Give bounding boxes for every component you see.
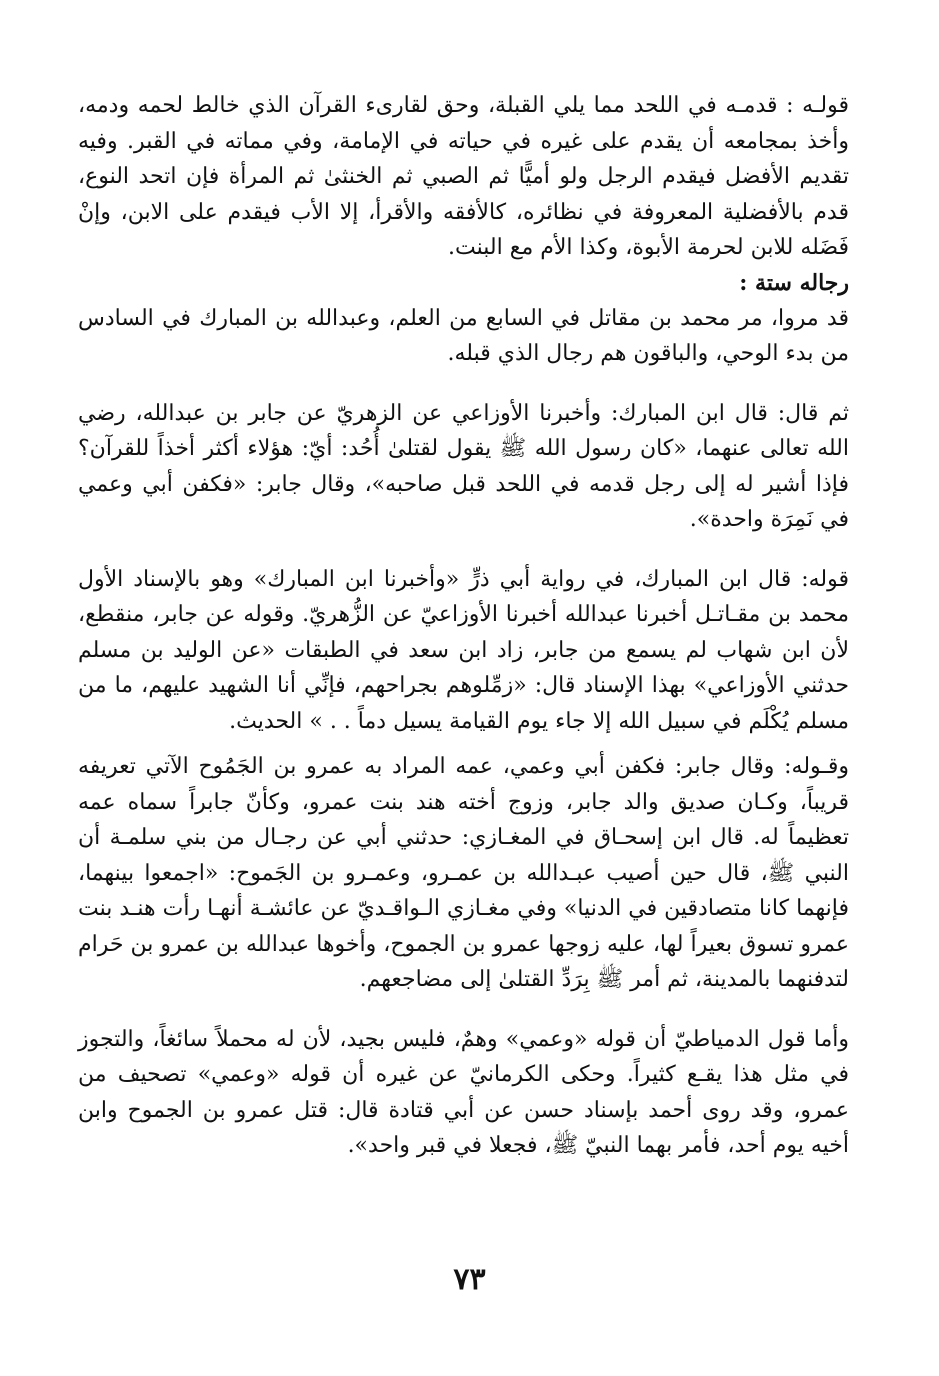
- paragraph-commentary-1: قولـه : قدمـه في اللحد مما يلي القبلة، وحق لقارىء القرآن الذي خالط لحمه ودمه، وأخذ بمجامعه أن يقدم على غيره في حياته في الإمامة، وفي مماته في القبر. وفيه تقديم الأفضل فيقدم الرجل ولو أميًّا ثم الصبي ثم الخنثىٰ ثم المرأة فإن اتحد النوع، قدم بالأفضلية المعروفة في نظائره، كالأفقه والأقرأ، إلا الأب فيقدم على الابن، وإنْ فَضَله للابن لحرمة الأبوة، وكذا الأم مع البنت.: [78, 93, 849, 260]
- paragraph-commentary-4: وأما قول الدمياطيّ أن قوله «وعمي» وهمٌ، فليس بجيد، لأن له محملاً سائغاً، والتجوز في مثل هذا يقـع كثيراً. وحكى الكرمانيّ عن غيره أن قوله «وعمي» تصحيف من عمرو، وقد روى أحمد بإسناد حسن عن أبي قتادة قال: قتل عمرو بن الجموح وابن أخيه يوم أحد، فأمر بهما النبيّ ﷺ، فجعلا في قبر واحد».: [78, 1026, 849, 1158]
- paragraph-commentary-2: قوله: قال ابن المبارك، في رواية أبي ذرٍّ «وأخبرنا ابن المبارك» وهو بالإسناد الأول محمد بن مقـاتـل أخبرنا عبدالله أخبرنا الأوزاعيّ عن الزُّهريّ. وقوله عن جابر، منقطع، لأن ابن شهاب لم يسمع من جابر، زاد ابن سعد في الطبقات «عن الوليد بن مسلم حدثني الأوزاعي» بهذا الإسناد قال: «زمِّلوهم بجراحهم، فإنِّي أنا الشهيد عليهم، ما من مسلم يُكْلَم في سبيل الله إلا جاء يوم القيامة يسيل دماً . . » الحديث.: [78, 566, 849, 734]
- paragraph-hadith-text: ثم قال: قال ابن المبارك: وأخبرنا الأوزاعي عن الزهريّ عن جابر بن عبدالله، رضي الله تعالى عنهما، «كان رسول الله ﷺ يقول لقتلىٰ أُحُد: أيّ: هؤلاء أكثر أخذاً للقرآن؟ فإذا أشير له إلى رجل قدمه في اللحد قبل صاحبه»، وقال جابر: «فكفن أبي وعمي في نَمِرَة واحدة».: [78, 400, 849, 532]
- paragraph-narrators: قد مروا، مر محمد بن مقاتل في السابع من العلم، وعبدالله بن المبارك في السادس من بدء الوحي، والباقون هم رجال الذي قبله.: [78, 305, 849, 366]
- section-heading-narrators: رجاله ستة :: [739, 269, 849, 296]
- page-body: [78, 88, 849, 1164]
- page-number: ٧٣: [453, 1262, 486, 1297]
- paragraph-commentary-3: وقـوله: وقال جابر: فكفن أبي وعمي، عمه المراد به عمرو بن الجَمُوح الآتي تعريفه قريباً، وكـان صديق والد جابر، وزوج أخته هند بنت عمرو، وكأنّ جابراً سماه عمه تعظيماً له. قال ابن إسحـاق في المغـازي: حدثني أبي عن رجـال من بني سلمـة أن النبي ﷺ، قال حين أصيب عبـدالله بن عمـرو، وعمـرو بن الجَموح: «اجمعوا بينهما، فإنهما كانا متصادقين في الدنيا» وفي مغـازي الـواقـديّ عن عائشـة أنهـا رأت هنـد بنت عمرو تسوق بعيراً لها، عليه زوجها عمرو بن الجموح، وأخوها عبدالله بن عمرو بن حَرام لتدفنهما بالمدينة، ثم أمر ﷺ بِرَدِّ القتلىٰ إلى مضاجعهم.: [78, 754, 849, 992]
